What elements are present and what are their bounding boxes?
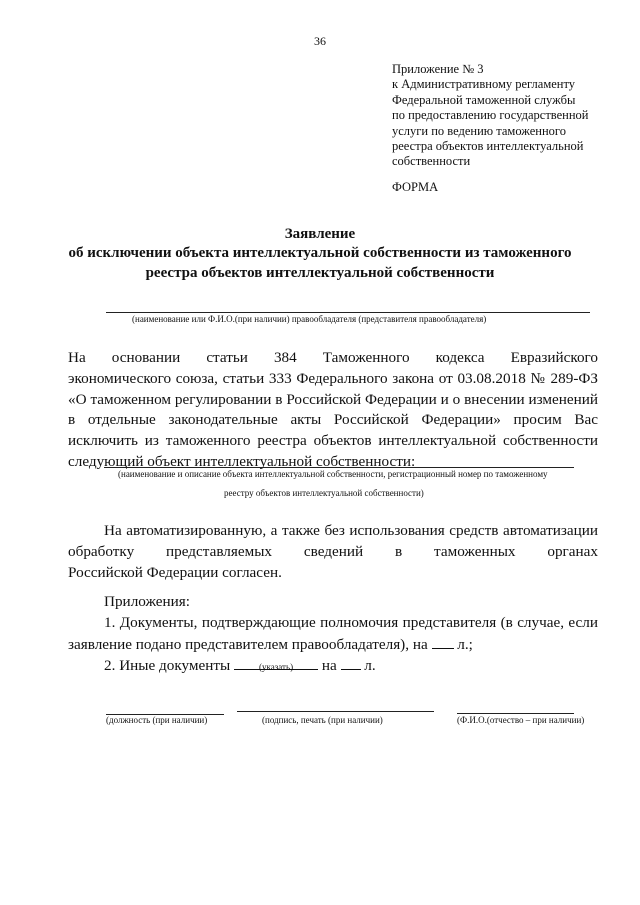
object-description-field[interactable] xyxy=(104,467,574,468)
attachment-text: л. xyxy=(364,657,376,675)
holder-name-caption: (наименование или Ф.И.О.(при наличии) правообладателя (представителя правообладателя) xyxy=(132,314,487,324)
document-title: Заявление xyxy=(284,226,356,242)
position-caption: (должность (при наличии) xyxy=(106,715,208,725)
attachment-text: л.; xyxy=(457,635,473,653)
consent-paragraph xyxy=(68,521,598,583)
pages-count-field[interactable] xyxy=(432,634,454,649)
paragraph-line: обработку представляемых сведений в таможенных органах xyxy=(68,542,598,560)
attachments-section xyxy=(68,592,598,677)
holder-name-field[interactable] xyxy=(106,312,590,313)
other-pages-count-field[interactable] xyxy=(341,655,361,670)
full-name-caption: (Ф.И.О.(отчество – при наличии) xyxy=(457,715,585,725)
attachments-heading: Приложения: xyxy=(104,593,190,610)
appendix-line: услуги по ведению таможенного xyxy=(392,123,566,138)
form-label: ФОРМА xyxy=(392,180,439,194)
document-subtitle-line: об исключении объекта интеллектуальной собственности из таможенного xyxy=(68,245,572,261)
attachment-item: 1. Документы, подтверждающие полномочия представителя (в случае, если xyxy=(104,613,598,631)
attachment-text: на xyxy=(321,657,337,675)
full-name-field[interactable] xyxy=(457,713,574,714)
paragraph-line: экономического союза, статьи 333 Федерального закона от 03.08.2018 № 289-ФЗ xyxy=(68,369,598,387)
page-number: 36 xyxy=(314,34,326,48)
appendix-line: реестра объектов интеллектуальной xyxy=(392,139,584,154)
signature-caption: (подпись, печать (при наличии) xyxy=(262,715,383,725)
appendix-line: Федеральной таможенной службы xyxy=(392,92,576,107)
attachment-text: заявление подано представителем правообладателя), на xyxy=(68,635,428,653)
document-subtitle-line: реестра объектов интеллектуальной собственности xyxy=(145,265,495,281)
object-caption: реестру объектов интеллектуальной собственности) xyxy=(224,488,424,498)
attachment-item xyxy=(68,634,598,656)
specify-caption: (указать) xyxy=(259,662,294,672)
attachment-text: 2. Иные документы xyxy=(104,657,231,675)
appendix-line: Приложение № 3 xyxy=(392,62,484,76)
paragraph-line: Российской Федерации согласен. xyxy=(68,563,282,581)
attachment-item xyxy=(68,655,598,677)
paragraph-line: «О таможенном регулировании в Российской Федерации и о внесении изменений xyxy=(68,390,598,408)
signature-field[interactable] xyxy=(237,711,434,712)
paragraph-line: исключить из таможенного реестра объектов интеллектуальной собственности xyxy=(68,432,598,450)
paragraph-line: следующий объект интеллектуальной собственности: xyxy=(68,452,416,470)
paragraph-line: в отдельные законодательные акты Российской Федерации» просим Вас xyxy=(68,411,598,429)
appendix-note xyxy=(392,62,632,170)
appendix-line: к Административному регламенту xyxy=(392,77,576,92)
paragraph-line: На основании статьи 384 Таможенного кодекса Евразийского xyxy=(68,349,598,366)
appendix-line: по предоставлению государственной xyxy=(392,108,589,123)
object-caption: (наименование и описание объекта интеллектуальной собственности, регистрационный номер по таможенному xyxy=(118,469,548,479)
appendix-line: собственности xyxy=(392,154,471,169)
paragraph-line: На автоматизированную, а также без использования средств автоматизации xyxy=(104,522,598,539)
request-paragraph xyxy=(68,348,598,473)
